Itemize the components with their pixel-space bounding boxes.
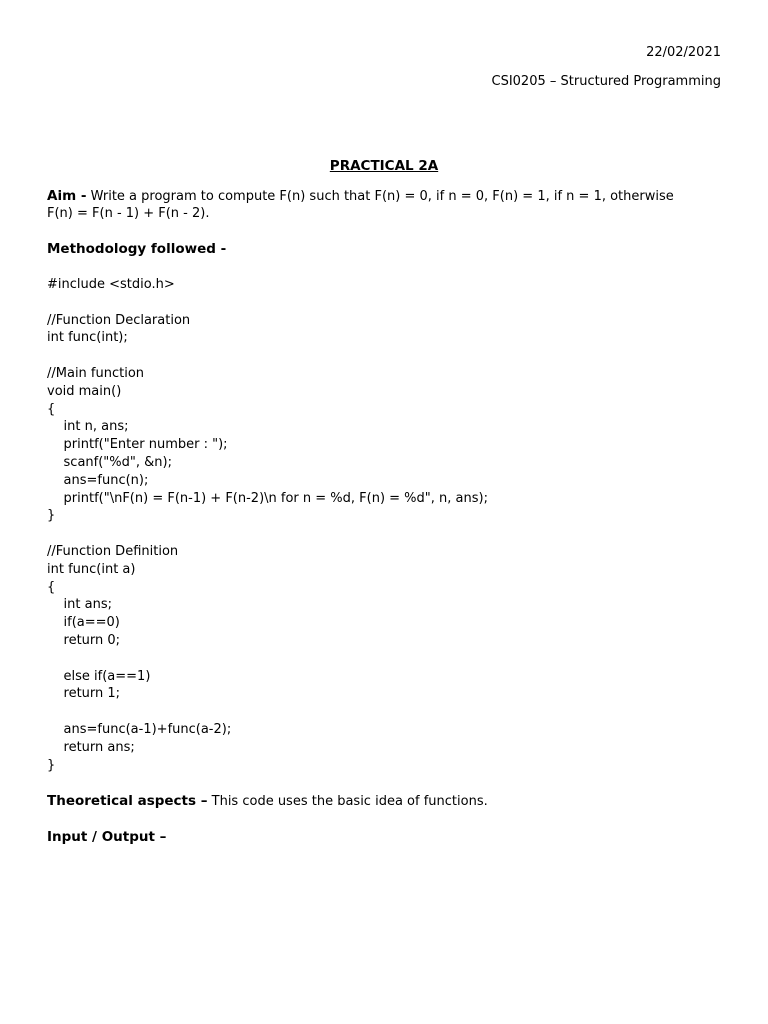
theory-line [47,792,488,811]
course-title: CSI0205 – Structured Programming [491,74,721,89]
code-line: int ans; [47,597,112,613]
code-line: return ans; [47,739,135,755]
code-line: int func(int); [47,330,128,346]
code-line: scanf("%d", &n); [47,454,172,470]
code-line: //Function Definition [47,543,179,559]
code-line: { [47,401,56,417]
aim-label: Aim - [47,188,87,204]
theory-text: This code uses the basic idea of functions. [211,794,488,809]
code-line: } [47,508,56,524]
date-text: 22/02/2021 [646,45,721,60]
code-line: printf("Enter number : "); [47,437,228,453]
code-line: { [47,579,56,595]
code-line [47,703,488,721]
aim-text-line1: Write a program to compute F(n) such that F(n) = 0, if n = 0, F(n) = 1, if n = 1, otherwise [90,189,674,204]
code-line: return 0; [47,632,121,648]
code-line: void main() [47,383,122,399]
aim-text-line2: F(n) = F(n - 1) + F(n - 2). [47,206,210,221]
theory-label: Theoretical aspects – [47,793,208,809]
code-line: //Main function [47,365,145,381]
code-line: int n, ans; [47,419,129,435]
code-line [47,650,488,668]
code-block [47,276,488,774]
practical-title: PRACTICAL 2A [329,158,439,174]
code-line [47,525,488,543]
code-line [47,294,488,312]
code-line: else if(a==1) [47,668,151,684]
code-line [47,347,488,365]
code-line: //Function Declaration [47,312,191,328]
code-line: if(a==0) [47,615,120,631]
code-line: int func(int a) [47,561,136,577]
methodology-label: Methodology followed - [47,241,227,257]
code-line: printf("\nF(n) = F(n-1) + F(n-2)\n for n = %d, F(n) = %d", n, ans); [47,490,488,506]
code-line: return 1; [47,686,121,702]
code-line: ans=func(a-1)+func(a-2); [47,721,232,737]
aim-line-1 [47,187,674,206]
code-line: ans=func(n); [47,472,149,488]
code-line: } [47,757,56,773]
code-line: #include <stdio.h> [47,277,175,292]
input-output-label: Input / Output – [47,829,167,845]
